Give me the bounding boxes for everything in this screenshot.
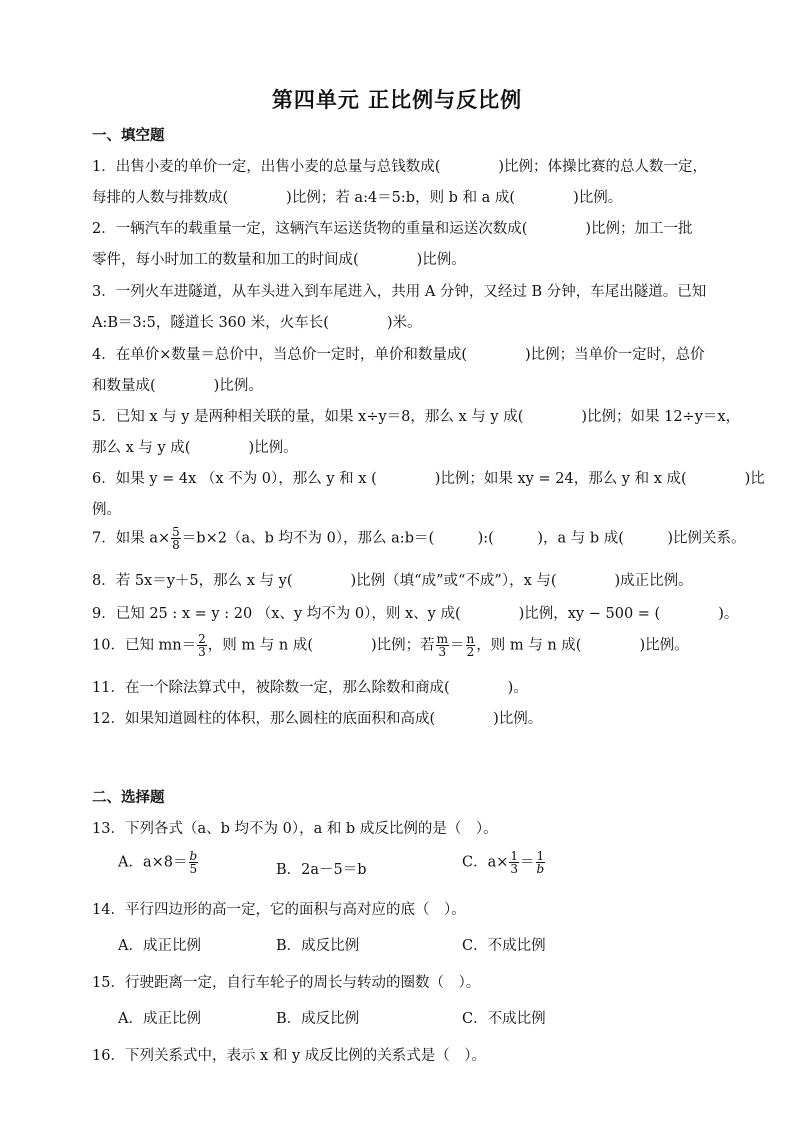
question-10-middle: ，则 m 与 n 成( )比例；若 [207,637,435,654]
section-fill-in-blank-heading: 一、填空题 [92,128,165,144]
question-10-suffix: ，则 m 与 n 成( )比例。 [476,637,689,654]
question-10-fraction-2 [436,633,449,658]
question-1-line-1: 1．出售小麦的单价一定，出售小麦的总量与总钱数成( )比例；体操比赛的总人数一定， [92,159,708,175]
question-16-stem: 16．下列关系式中，表示 x 和 y 成反比例的关系式是（ ）。 [92,1048,487,1064]
question-15-option-c: C．不成比例 [462,1011,546,1027]
question-10-fraction-3-numerator: n [466,632,475,646]
question-15-option-a: A．成正比例 [118,1011,201,1027]
question-13-option-c-fraction-1-denominator: 3 [510,862,519,876]
question-14-option-a: A．成正比例 [118,938,201,954]
question-13-option-c-fraction-2-denominator: b [536,862,545,876]
question-10-fraction-1-numerator: 2 [198,632,206,646]
question-13-option-c-fraction-2 [536,850,546,875]
page-title: 第四单元 正比例与反比例 [271,88,523,112]
question-13-option-a-numerator: b [189,849,198,863]
question-7-fraction-numerator: 5 [172,525,180,539]
question-13-option-b: B．2a－5＝b [276,862,367,878]
question-13-stem: 13．下列各式（a、b 均不为 0），a 和 b 成反比例的是（ ）。 [92,821,498,837]
question-9: 9．已知 25 : x = y : 20 （x、y 均不为 0），则 x、y 成( )比例，xy − 500 = ( )。 [92,606,739,622]
question-2-line-1: 2．一辆汽车的载重量一定，这辆汽车运送货物的重量和运送次数成( )比例；加工一批 [92,221,693,237]
question-14-option-b: B．成反比例 [276,938,360,954]
question-13-option-a [118,850,199,875]
question-10-fraction-1-denominator: 3 [198,645,206,659]
question-15-option-b: B．成反比例 [276,1011,360,1027]
question-7-fraction [171,526,181,551]
question-14-option-c: C．不成比例 [462,938,546,954]
question-11: 11．在一个除法算式中，被除数一定，那么除数和商成( )。 [92,680,528,696]
question-13-option-c-fraction-2-numerator: 1 [536,849,545,863]
question-15-stem: 15．行驶距离一定，自行车轮子的周长与转动的圈数（ ）。 [92,975,481,991]
question-13-option-c [462,850,546,875]
question-5-line-2: 那么 x 与 y 成( )比例。 [92,440,298,456]
question-14-stem: 14．平行四边形的高一定，它的面积与高对应的底（ ）。 [92,902,466,918]
question-13-option-c-fraction-1 [509,850,519,875]
question-5-line-1: 5．已知 x 与 y 是两种相关联的量，如果 x÷y＝8，那么 x 与 y 成( )比例；如果 12÷y＝x， [92,409,741,425]
question-10-fraction-1 [197,633,207,658]
question-7-fraction-denominator: 8 [172,538,180,552]
question-4-line-2: 和数量成( )比例。 [92,378,263,394]
question-10-prefix: 10．已知 mn＝ [92,637,197,654]
question-7-suffix: ＝b×2（a、b 均不为 0），那么 a:b＝( ):( )，a 与 b 成( )比例关系。 [181,530,746,547]
question-10-fraction-3 [466,633,476,658]
question-13-option-a-fraction [189,850,199,875]
section-multiple-choice-heading: 二、选择题 [92,790,165,806]
question-13-option-a-denominator: 5 [189,862,198,876]
question-2-line-2: 零件，每小时加工的数量和加工的时间成( )比例。 [92,252,466,268]
question-13-option-c-prefix: C．a× [462,854,509,871]
question-10-fraction-2-numerator: m [436,632,449,646]
question-13-option-c-equals: ＝ [520,854,535,871]
question-1-line-2: 每排的人数与排数成( )比例；若 a:4＝5:b，则 b 和 a 成( )比例。 [92,190,623,206]
question-8: 8．若 5x＝y＋5，那么 x 与 y( )比例（填“成”或“不成”），x 与( )成正比例。 [92,573,693,589]
question-3-line-2: A:B＝3:5，隧道长 360 米，火车长( )米。 [92,315,422,331]
question-7 [92,526,746,551]
question-6-line-2: 例。 [92,502,121,518]
question-10 [92,633,689,658]
question-3-line-1: 3．一列火车进隧道，从车头进入到车尾进入，共用 A 分钟，又经过 B 分钟，车尾出隧道。已知 [92,284,707,300]
question-10-fraction-3-denominator: 2 [466,645,475,659]
question-4-line-1: 4．在单价×数量＝总价中，当总价一定时，单价和数量成( )比例；当单价一定时，总价 [92,347,705,363]
question-13-option-c-fraction-1-numerator: 1 [510,849,519,863]
question-10-fraction-2-denominator: 3 [438,645,447,659]
question-12: 12．如果知道圆柱的体积，那么圆柱的底面积和高成( )比例。 [92,711,543,727]
question-10-equals: ＝ [450,637,465,654]
question-6-line-1: 6．如果 y = 4x （x 不为 0），那么 y 和 x ( )比例；如果 xy = 24，那么 y 和 x 成( )比 [92,471,765,487]
question-13-option-a-prefix: A．a×8＝ [118,854,188,871]
question-7-prefix: 7．如果 a× [92,530,171,547]
